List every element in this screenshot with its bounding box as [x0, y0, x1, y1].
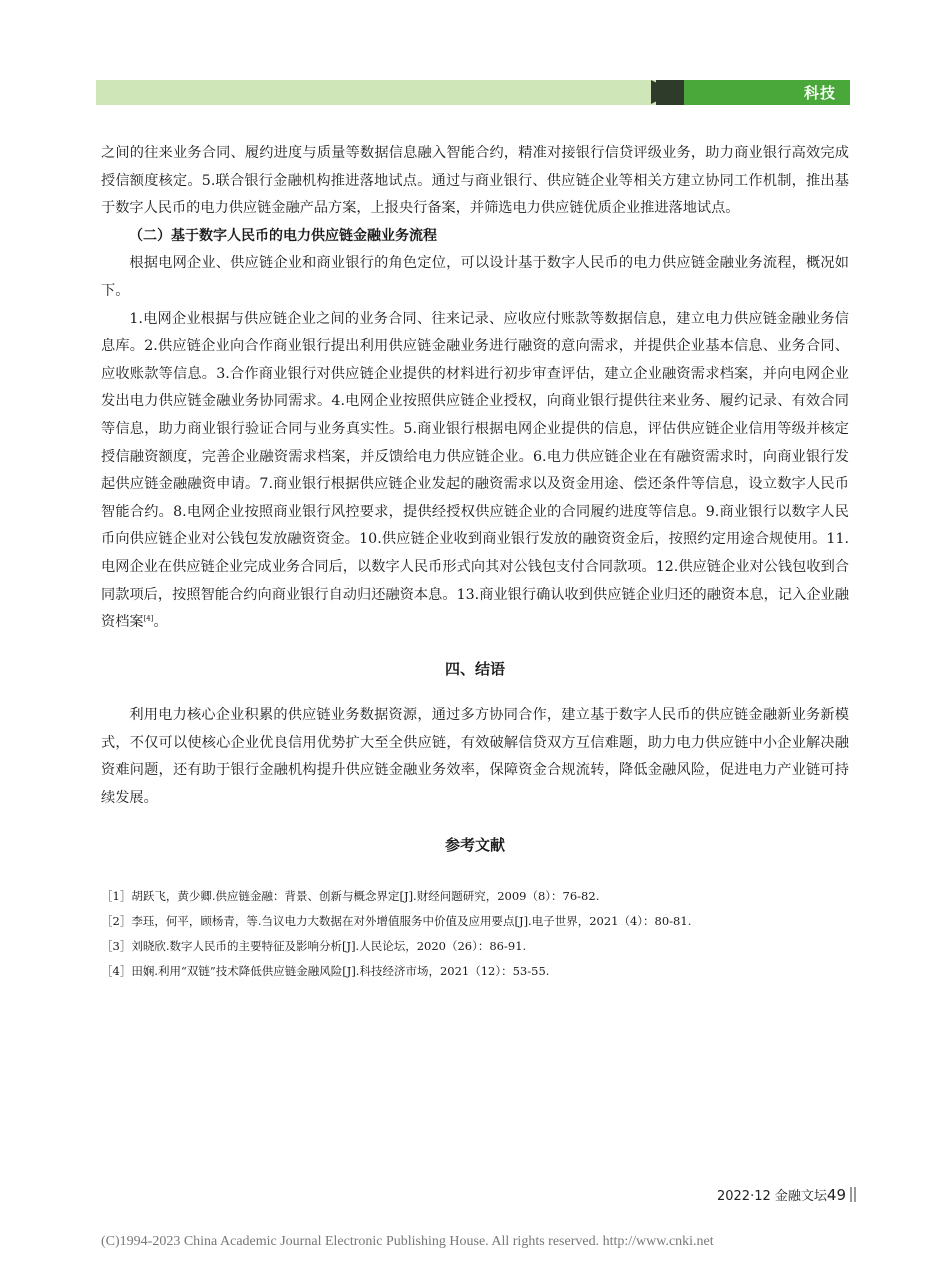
process-steps-end: 。 — [153, 614, 168, 631]
references-title: 参考文献 — [444, 835, 505, 854]
section-title-conclusion: 四、结语 — [444, 659, 505, 678]
paragraph-process-steps — [101, 306, 849, 637]
paragraph-conclusion: 利用电力核心企业积累的供应链业务数据资源，通过多方协同合作，建立基于数字人民币的供应链金融新业务新模式，不仅可以使核心企业优良信用优势扩大至全供应链，有效破解信贷双方互信难题，助力电力供应链中小企业解决融资难问题，还有助于银行金融机构提升供应链金融业务效率，保障资金合规流转，降低金融风险，促进电力产业链可持续发展。 — [101, 707, 849, 807]
issue-date: 2022·12 — [716, 1189, 771, 1204]
reference-item: ［3］刘晓欣.数字人民币的主要特征及影响分析[J].人民论坛，2020（26）：86-91. — [101, 939, 527, 953]
article-body — [101, 140, 849, 859]
page-footer — [717, 1185, 852, 1204]
citation-ref[interactable]: [4] — [143, 614, 154, 623]
paragraph-intro: 根据电网企业、供应链企业和商业银行的角色定位，可以设计基于数字人民币的电力供应链金融业务流程，概况如下。 — [101, 255, 849, 299]
footer-bars-icon — [850, 1187, 852, 1202]
reference-list — [101, 884, 849, 984]
section-label: 科技 — [803, 84, 836, 102]
journal-name: 金融文坛 — [774, 1189, 827, 1204]
paragraph-continued: 之间的往来业务合同、履约进度与质量等数据信息融入智能合约，精准对接银行信贷评级业务，助力商业银行高效完成授信额度核定。5.联合银行金融机构推进落地试点。通过与商业银行、供应链企业等相关方建立协同工作机制，推出基于数字人民币的电力供应链金融产品方案，上报央行备案，并筛选电力供应链优质企业推进落地试点。 — [101, 145, 849, 217]
copyright-notice: (C)1994-2023 China Academic Journal Electronic Publishing House. All rights reserved. http://www.cnki.net — [101, 1234, 714, 1249]
process-steps-text: 1.电网企业根据与供应链企业之间的业务合同、往来记录、应收应付账款等数据信息，建立电力供应链金融业务信息库。2.供应链企业向合作商业银行提出利用供应链金融业务进行融资的意向需求，并提供企业基本信息、业务合同、应收账款等信息。3.合作商业银行对供应链企业提供的材料进行初步审查评估，建立企业融资需求档案，并向电网企业发出电力供应链金融业务协同需求。4.电网企业按照供应链企业授权，向商业银行提供往来业务、履约记录、有效合同等信息，助力商业银行验证合同与业务真实性。5.商业银行根据电网企业提供的信息，评估供应链企业信用等级并核定授信融资额度，完善企业融资需求档案，并反馈给电力供应链企业。6.电力供应链企业在有融资需求时，向商业银行发起供应链金融融资申请。7.商业银行根据供应链企业发起的融资需求以及资金用途、偿还条件等信息，设立数字人民币智能合约。8.电网企业按照商业银行风控要求，提供经授权供应链企业的合同履约进度等信息。9.商业银行以数字人民币向供应链企业对公钱包发放融资资金。10.供应链企业收到商业银行发放的融资资金后，按照约定用途合规使用。11.电网企业在供应链企业完成业务合同后，以数字人民币形式向其对公钱包支付合同款项。12.供应链企业对公钱包收到合同款项后，按照智能合约向商业银行自动归还融资本息。13.商业银行确认收到供应链企业归还的融资本息，记入企业融资档案 — [101, 310, 849, 631]
reference-item: ［1］胡跃飞，黄少卿.供应链金融：背景、创新与概念界定[J].财经问题研究，2009（8）：76-82. — [101, 889, 600, 903]
reference-item: ［4］田娴.利用“双链”技术降低供应链金融风险[J].科技经济市场，2021（12）：53-55. — [101, 964, 550, 978]
header-bar-light — [96, 80, 656, 105]
page-number: 49 — [826, 1186, 846, 1204]
reference-item: ［2］李珏，何平，顾杨青，等.刍议电力大数据在对外增值服务中价值及应用要点[J].电子世界，2021（4）：80-81. — [101, 914, 692, 928]
subsection-heading: （二）基于数字人民币的电力供应链金融业务流程 — [129, 227, 437, 244]
header-arrow-icon — [651, 80, 675, 104]
section-header-bar — [96, 80, 850, 105]
